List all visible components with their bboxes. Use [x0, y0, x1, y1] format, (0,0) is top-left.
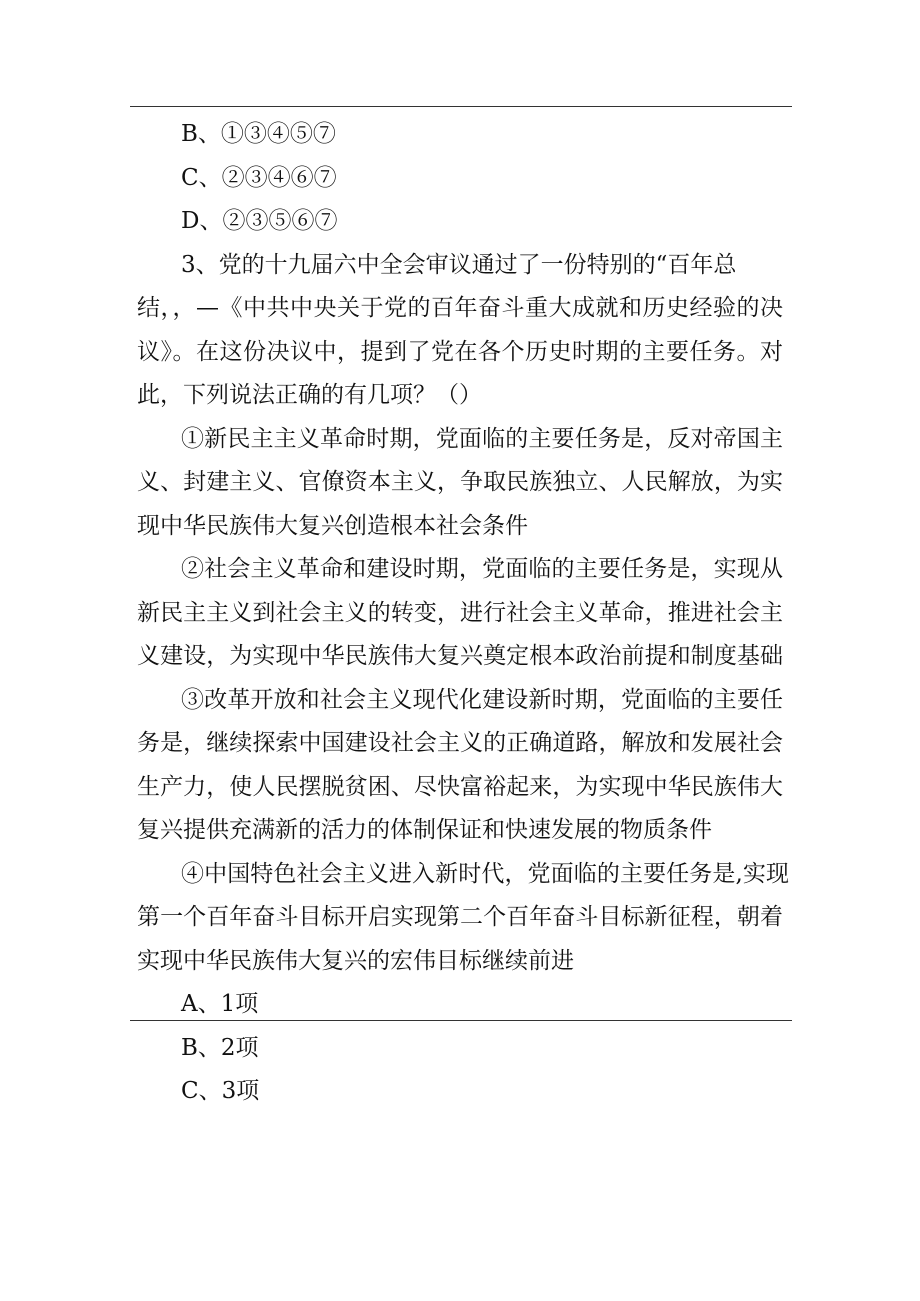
option-c: C、②③④⑥⑦ [181, 165, 337, 191]
statement-line: 生产力，使人民摆脱贫困、尽快富裕起来，为实现中华民族伟大 [137, 774, 783, 800]
header-rule [130, 106, 792, 107]
statement-line: 实现中华民族伟大复兴的宏伟目标继续前进 [137, 948, 574, 974]
question-line: 此，下列说法正确的有几项？（） [137, 382, 482, 408]
statement-line: 复兴提供充满新的活力的体制保证和快速发展的物质条件 [137, 817, 712, 843]
statement-line: 现中华民族伟大复兴创造根本社会条件 [137, 513, 528, 539]
option-b: B、①③④⑤⑦ [181, 121, 336, 147]
option-b: B、2项 [181, 1035, 259, 1061]
statement-line: 务是，继续探索中国建设社会主义的正确道路，解放和发展社会 [137, 730, 783, 756]
question-line: 结，，—《中共中央关于党的百年奋斗重大成就和历史经验的决 [137, 295, 783, 321]
statement-line: 义建设，为实现中华民族伟大复兴奠定根本政治前提和制度基础 [137, 643, 783, 669]
question-line: 3、党的十九届六中全会审议通过了一份特别的“百年总 [181, 252, 737, 278]
page-break-rule [130, 1020, 792, 1021]
option-c: C、3项 [181, 1078, 260, 1104]
statement-line: ④中国特色社会主义进入新时代，党面临的主要任务是,实现 [181, 861, 789, 887]
option-d: D、②③⑤⑥⑦ [181, 208, 338, 234]
option-a: A、1项 [181, 991, 259, 1017]
statement-line: ②社会主义革命和建设时期，党面临的主要任务是，实现从 [181, 556, 783, 582]
statement-line: 义、封建主义、官僚资本主义，争取民族独立、人民解放，为实 [137, 469, 783, 495]
statement-line: 新民主主义到社会主义的转变，进行社会主义革命，推进社会主 [137, 600, 783, 626]
statement-line: ①新民主主义革命时期，党面临的主要任务是，反对帝国主 [181, 426, 783, 452]
question-line: 议》。在这份决议中，提到了党在各个历史时期的主要任务。对 [137, 339, 783, 365]
statement-line: ③改革开放和社会主义现代化建设新时期，党面临的主要任 [181, 687, 783, 713]
statement-line: 第一个百年奋斗目标开启实现第二个百年奋斗目标新征程，朝着 [137, 904, 783, 930]
